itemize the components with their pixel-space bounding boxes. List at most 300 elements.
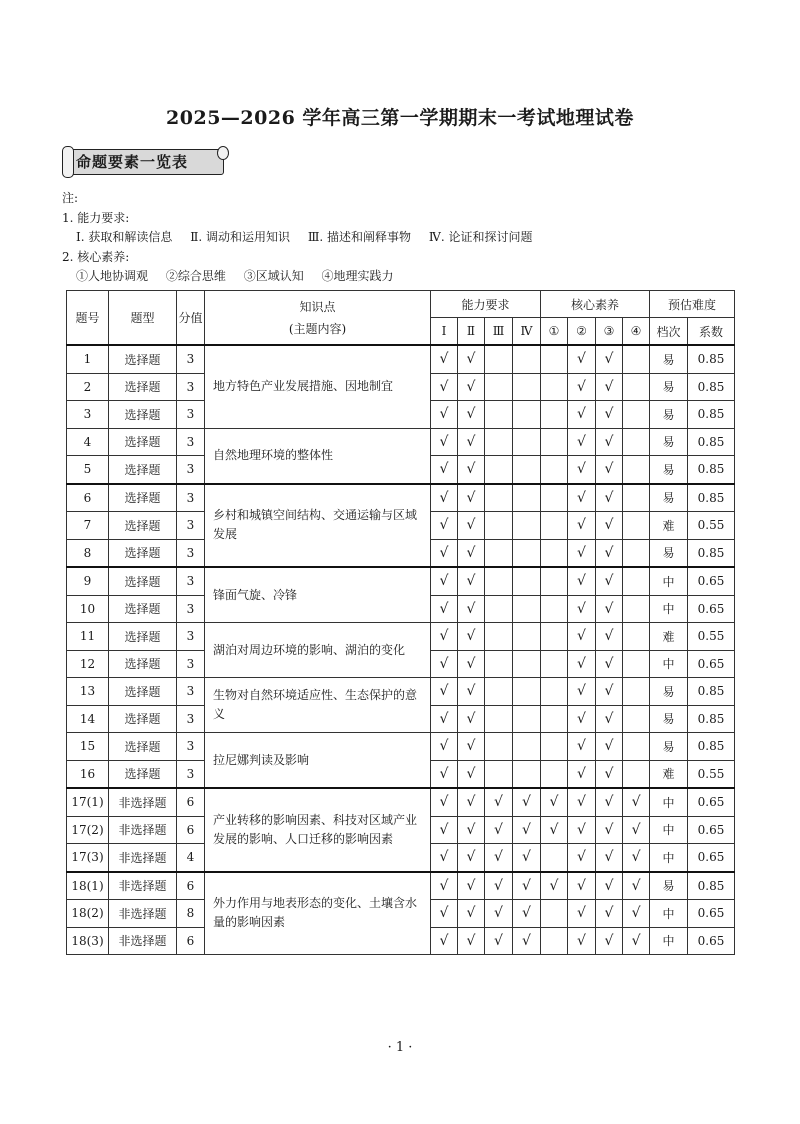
ability-check-icon: √ [485, 900, 513, 928]
cell-type: 非选择题 [109, 927, 177, 955]
cell-number: 6 [67, 484, 109, 512]
banner-label: 命题要素一览表 [76, 153, 189, 171]
ability-check-icon: √ [431, 816, 458, 844]
cell-topic: 自然地理环境的整体性 [205, 428, 431, 484]
ability-check-icon: √ [431, 512, 458, 540]
ability-check-icon: √ [513, 872, 541, 900]
notes-heading: 注: [62, 191, 79, 205]
ability-check-icon: √ [431, 927, 458, 955]
literacy-check-cell [541, 512, 568, 540]
cell-type: 选择题 [109, 623, 177, 651]
cell-type: 选择题 [109, 733, 177, 761]
ability-item: Ⅱ. 调动和运用知识 [190, 230, 290, 244]
cell-type: 选择题 [109, 345, 177, 373]
cell-level: 中 [650, 816, 688, 844]
cell-topic: 湖泊对周边环境的影响、湖泊的变化 [205, 623, 431, 678]
header-literacy-col: ① [541, 318, 568, 346]
ability-check-cell [485, 705, 513, 733]
cell-coef: 0.65 [688, 650, 735, 678]
ability-check-cell [513, 456, 541, 484]
table-row [67, 428, 735, 456]
ability-check-cell [513, 539, 541, 567]
cell-number: 18(2) [67, 900, 109, 928]
ability-check-cell [513, 595, 541, 623]
ability-check-icon: √ [513, 816, 541, 844]
cell-number: 12 [67, 650, 109, 678]
literacy-check-icon: √ [596, 788, 623, 816]
literacy-heading: 2. 核心素养: [62, 249, 130, 264]
ability-check-icon: √ [458, 927, 485, 955]
literacy-check-cell [541, 456, 568, 484]
literacy-check-cell [623, 373, 650, 401]
literacy-check-icon: √ [623, 872, 650, 900]
ability-check-cell [513, 678, 541, 706]
ability-check-icon: √ [431, 456, 458, 484]
cell-type: 非选择题 [109, 788, 177, 816]
literacy-check-cell [623, 512, 650, 540]
cell-coef: 0.65 [688, 567, 735, 595]
cell-number: 18(3) [67, 927, 109, 955]
literacy-check-cell [623, 650, 650, 678]
cell-score: 3 [177, 705, 205, 733]
header-literacy-col: ③ [596, 318, 623, 346]
ability-check-cell [485, 345, 513, 373]
cell-score: 3 [177, 623, 205, 651]
table-row [67, 678, 735, 706]
ability-check-icon: √ [458, 705, 485, 733]
cell-score: 3 [177, 678, 205, 706]
cell-number: 2 [67, 373, 109, 401]
cell-number: 3 [67, 401, 109, 429]
literacy-check-icon: √ [596, 705, 623, 733]
ability-check-icon: √ [458, 760, 485, 788]
literacy-check-icon: √ [623, 900, 650, 928]
ability-check-cell [485, 595, 513, 623]
literacy-check-icon: √ [596, 816, 623, 844]
literacy-check-cell [623, 705, 650, 733]
literacy-item: ④地理实践力 [321, 269, 394, 283]
cell-coef: 0.85 [688, 373, 735, 401]
ability-check-cell [513, 401, 541, 429]
cell-coef: 0.65 [688, 900, 735, 928]
cell-number: 8 [67, 539, 109, 567]
ability-check-cell [485, 650, 513, 678]
literacy-check-icon: √ [596, 678, 623, 706]
scroll-curl-right-icon [217, 146, 229, 160]
cell-type: 选择题 [109, 456, 177, 484]
cell-score: 4 [177, 844, 205, 872]
header-ability: 能力要求 [431, 291, 541, 318]
ability-check-icon: √ [431, 705, 458, 733]
literacy-check-icon: √ [596, 927, 623, 955]
cell-type: 选择题 [109, 484, 177, 512]
literacy-check-icon: √ [568, 650, 596, 678]
cell-type: 选择题 [109, 595, 177, 623]
header-literacy-col: ④ [623, 318, 650, 346]
ability-check-icon: √ [513, 844, 541, 872]
cell-coef: 0.85 [688, 456, 735, 484]
literacy-check-cell [541, 623, 568, 651]
literacy-check-icon: √ [541, 788, 568, 816]
literacy-check-cell [623, 760, 650, 788]
scroll-curl-left-icon [62, 146, 74, 178]
ability-item: Ⅰ. 获取和解读信息 [76, 230, 173, 244]
cell-coef: 0.85 [688, 733, 735, 761]
ability-check-icon: √ [458, 401, 485, 429]
cell-coef: 0.55 [688, 623, 735, 651]
literacy-check-icon: √ [596, 900, 623, 928]
ability-check-icon: √ [458, 733, 485, 761]
cell-coef: 0.55 [688, 512, 735, 540]
literacy-check-cell [541, 401, 568, 429]
cell-type: 选择题 [109, 678, 177, 706]
cell-number: 4 [67, 428, 109, 456]
ability-check-icon: √ [458, 539, 485, 567]
literacy-check-icon: √ [596, 844, 623, 872]
cell-score: 3 [177, 484, 205, 512]
cell-level: 难 [650, 760, 688, 788]
cell-number: 16 [67, 760, 109, 788]
cell-type: 非选择题 [109, 844, 177, 872]
section-banner [62, 146, 227, 176]
literacy-check-icon: √ [596, 456, 623, 484]
literacy-check-cell [623, 678, 650, 706]
cell-score: 3 [177, 512, 205, 540]
cell-level: 易 [650, 539, 688, 567]
literacy-check-icon: √ [568, 705, 596, 733]
cell-level: 易 [650, 401, 688, 429]
cell-type: 选择题 [109, 705, 177, 733]
header-coef: 系数 [688, 318, 735, 346]
literacy-check-cell [541, 428, 568, 456]
cell-type: 选择题 [109, 512, 177, 540]
literacy-check-icon: √ [568, 428, 596, 456]
ability-check-icon: √ [458, 678, 485, 706]
literacy-check-cell [541, 484, 568, 512]
ability-check-cell [485, 623, 513, 651]
header-type: 题型 [109, 291, 177, 346]
cell-type: 选择题 [109, 760, 177, 788]
table-row [67, 788, 735, 816]
literacy-check-icon: √ [596, 872, 623, 900]
cell-score: 3 [177, 456, 205, 484]
ability-check-cell [513, 345, 541, 373]
ability-check-icon: √ [431, 650, 458, 678]
ability-check-icon: √ [431, 844, 458, 872]
literacy-check-cell [623, 623, 650, 651]
cell-score: 3 [177, 539, 205, 567]
cell-type: 选择题 [109, 539, 177, 567]
literacy-check-icon: √ [596, 401, 623, 429]
literacy-check-icon: √ [568, 373, 596, 401]
literacy-check-cell [541, 760, 568, 788]
cell-level: 中 [650, 788, 688, 816]
ability-check-icon: √ [458, 567, 485, 595]
ability-check-icon: √ [485, 872, 513, 900]
question-elements-table [66, 290, 735, 955]
cell-level: 中 [650, 927, 688, 955]
ability-check-icon: √ [485, 844, 513, 872]
cell-topic: 生物对自然环境适应性、生态保护的意义 [205, 678, 431, 733]
ability-check-cell [485, 678, 513, 706]
literacy-check-cell [541, 373, 568, 401]
cell-level: 难 [650, 512, 688, 540]
ability-check-icon: √ [458, 428, 485, 456]
cell-score: 3 [177, 760, 205, 788]
cell-type: 选择题 [109, 650, 177, 678]
ability-check-cell [485, 733, 513, 761]
cell-coef: 0.85 [688, 401, 735, 429]
cell-score: 3 [177, 428, 205, 456]
literacy-check-icon: √ [596, 484, 623, 512]
ability-check-icon: √ [458, 650, 485, 678]
header-topic [205, 291, 431, 346]
cell-level: 易 [650, 705, 688, 733]
cell-level: 中 [650, 567, 688, 595]
literacy-check-icon: √ [568, 539, 596, 567]
header-topic-line2: (主题内容) [288, 321, 347, 336]
cell-type: 非选择题 [109, 816, 177, 844]
ability-check-cell [513, 623, 541, 651]
literacy-check-cell [541, 900, 568, 928]
literacy-check-icon: √ [568, 401, 596, 429]
cell-type: 选择题 [109, 567, 177, 595]
ability-check-icon: √ [513, 788, 541, 816]
ability-check-cell [513, 567, 541, 595]
cell-number: 17(2) [67, 816, 109, 844]
ability-check-icon: √ [513, 900, 541, 928]
cell-number: 1 [67, 345, 109, 373]
literacy-check-icon: √ [623, 927, 650, 955]
cell-score: 3 [177, 345, 205, 373]
header-literacy: 核心素养 [541, 291, 650, 318]
cell-score: 6 [177, 788, 205, 816]
literacy-check-icon: √ [596, 345, 623, 373]
literacy-list [62, 267, 546, 287]
cell-type: 选择题 [109, 428, 177, 456]
ability-check-icon: √ [458, 484, 485, 512]
cell-coef: 0.65 [688, 927, 735, 955]
ability-check-cell [485, 512, 513, 540]
cell-coef: 0.85 [688, 872, 735, 900]
literacy-check-icon: √ [596, 512, 623, 540]
ability-check-icon: √ [485, 816, 513, 844]
ability-check-icon: √ [458, 345, 485, 373]
literacy-check-cell [541, 650, 568, 678]
literacy-check-icon: √ [623, 844, 650, 872]
header-ability-col: Ⅳ [513, 318, 541, 346]
literacy-check-icon: √ [568, 567, 596, 595]
literacy-check-icon: √ [568, 623, 596, 651]
cell-score: 3 [177, 567, 205, 595]
header-ability-col: Ⅱ [458, 318, 485, 346]
ability-list [62, 228, 546, 248]
cell-score: 3 [177, 733, 205, 761]
ability-item: Ⅳ. 论证和探讨问题 [428, 230, 533, 244]
table-row [67, 872, 735, 900]
cell-coef: 0.65 [688, 844, 735, 872]
literacy-check-icon: √ [596, 733, 623, 761]
cell-score: 3 [177, 401, 205, 429]
ability-check-icon: √ [431, 428, 458, 456]
ability-check-icon: √ [431, 401, 458, 429]
literacy-check-cell [623, 401, 650, 429]
literacy-check-icon: √ [568, 872, 596, 900]
ability-check-cell [513, 760, 541, 788]
page-number: · 1 · [387, 1040, 413, 1055]
literacy-check-cell [541, 678, 568, 706]
ability-check-cell [513, 733, 541, 761]
ability-check-icon: √ [458, 844, 485, 872]
ability-check-icon: √ [431, 595, 458, 623]
literacy-check-icon: √ [596, 539, 623, 567]
cell-coef: 0.85 [688, 484, 735, 512]
cell-coef: 0.85 [688, 428, 735, 456]
header-score: 分值 [177, 291, 205, 346]
literacy-check-icon: √ [568, 760, 596, 788]
cell-number: 11 [67, 623, 109, 651]
literacy-check-icon: √ [568, 900, 596, 928]
literacy-check-cell [541, 539, 568, 567]
literacy-check-cell [541, 567, 568, 595]
cell-number: 18(1) [67, 872, 109, 900]
table-row [67, 345, 735, 373]
cell-level: 易 [650, 678, 688, 706]
literacy-check-icon: √ [568, 456, 596, 484]
cell-topic: 锋面气旋、冷锋 [205, 567, 431, 623]
literacy-check-icon: √ [568, 512, 596, 540]
cell-number: 9 [67, 567, 109, 595]
header-topic-line1: 知识点 [299, 299, 336, 314]
ability-check-icon: √ [431, 373, 458, 401]
literacy-check-cell [623, 456, 650, 484]
literacy-check-cell [623, 567, 650, 595]
cell-level: 易 [650, 733, 688, 761]
literacy-check-icon: √ [568, 816, 596, 844]
cell-level: 中 [650, 844, 688, 872]
ability-check-icon: √ [431, 733, 458, 761]
ability-check-icon: √ [458, 816, 485, 844]
cell-number: 17(3) [67, 844, 109, 872]
literacy-check-icon: √ [596, 595, 623, 623]
ability-check-icon: √ [485, 788, 513, 816]
ability-check-icon: √ [458, 872, 485, 900]
literacy-check-icon: √ [568, 595, 596, 623]
literacy-check-icon: √ [568, 844, 596, 872]
cell-type: 非选择题 [109, 872, 177, 900]
header-level: 档次 [650, 318, 688, 346]
ability-check-cell [485, 484, 513, 512]
ability-check-cell [513, 650, 541, 678]
literacy-check-cell [623, 484, 650, 512]
literacy-check-icon: √ [596, 567, 623, 595]
literacy-check-cell [623, 733, 650, 761]
cell-level: 易 [650, 484, 688, 512]
literacy-check-cell [541, 705, 568, 733]
ability-check-icon: √ [458, 623, 485, 651]
ability-check-cell [513, 373, 541, 401]
ability-check-icon: √ [431, 539, 458, 567]
literacy-check-icon: √ [541, 816, 568, 844]
cell-level: 易 [650, 872, 688, 900]
cell-topic: 拉尼娜判读及影响 [205, 733, 431, 789]
cell-coef: 0.85 [688, 678, 735, 706]
ability-check-cell [485, 567, 513, 595]
table-row [67, 623, 735, 651]
cell-score: 8 [177, 900, 205, 928]
cell-number: 7 [67, 512, 109, 540]
cell-type: 选择题 [109, 401, 177, 429]
cell-coef: 0.85 [688, 539, 735, 567]
ability-check-icon: √ [431, 760, 458, 788]
ability-check-icon: √ [431, 872, 458, 900]
cell-number: 14 [67, 705, 109, 733]
ability-check-icon: √ [458, 373, 485, 401]
ability-check-icon: √ [431, 678, 458, 706]
header-ability-col: Ⅰ [431, 318, 458, 346]
table-row [67, 567, 735, 595]
cell-number: 13 [67, 678, 109, 706]
cell-level: 易 [650, 456, 688, 484]
cell-score: 3 [177, 373, 205, 401]
cell-score: 3 [177, 595, 205, 623]
literacy-check-cell [541, 927, 568, 955]
cell-topic: 地方特色产业发展措施、因地制宜 [205, 345, 431, 428]
cell-coef: 0.85 [688, 345, 735, 373]
cell-topic: 外力作用与地表形态的变化、土壤含水量的影响因素 [205, 872, 431, 955]
cell-level: 易 [650, 428, 688, 456]
cell-number: 10 [67, 595, 109, 623]
cell-number: 15 [67, 733, 109, 761]
ability-check-icon: √ [431, 484, 458, 512]
ability-check-cell [485, 428, 513, 456]
cell-coef: 0.65 [688, 816, 735, 844]
cell-number: 17(1) [67, 788, 109, 816]
literacy-check-cell [541, 595, 568, 623]
exam-title: 2025—2026 学年高三第一学期期末一考试地理试卷 [166, 107, 634, 129]
literacy-check-icon: √ [568, 678, 596, 706]
header-ability-col: Ⅲ [485, 318, 513, 346]
literacy-check-icon: √ [596, 760, 623, 788]
ability-check-cell [513, 512, 541, 540]
literacy-check-icon: √ [623, 816, 650, 844]
literacy-check-cell [623, 428, 650, 456]
ability-check-cell [513, 484, 541, 512]
cell-type: 选择题 [109, 373, 177, 401]
literacy-check-icon: √ [568, 927, 596, 955]
cell-score: 6 [177, 816, 205, 844]
ability-check-cell [485, 373, 513, 401]
literacy-check-cell [623, 595, 650, 623]
literacy-check-icon: √ [541, 872, 568, 900]
cell-coef: 0.55 [688, 760, 735, 788]
table-row [67, 484, 735, 512]
literacy-check-icon: √ [568, 788, 596, 816]
literacy-check-icon: √ [568, 345, 596, 373]
header-number: 题号 [67, 291, 109, 346]
ability-check-cell [513, 705, 541, 733]
ability-check-cell [485, 456, 513, 484]
ability-item: Ⅲ. 描述和阐释事物 [307, 230, 412, 244]
ability-check-icon: √ [513, 927, 541, 955]
table-row [67, 733, 735, 761]
cell-level: 易 [650, 373, 688, 401]
cell-coef: 0.65 [688, 788, 735, 816]
ability-check-icon: √ [431, 567, 458, 595]
ability-check-cell [513, 428, 541, 456]
literacy-check-icon: √ [623, 788, 650, 816]
literacy-check-cell [623, 539, 650, 567]
